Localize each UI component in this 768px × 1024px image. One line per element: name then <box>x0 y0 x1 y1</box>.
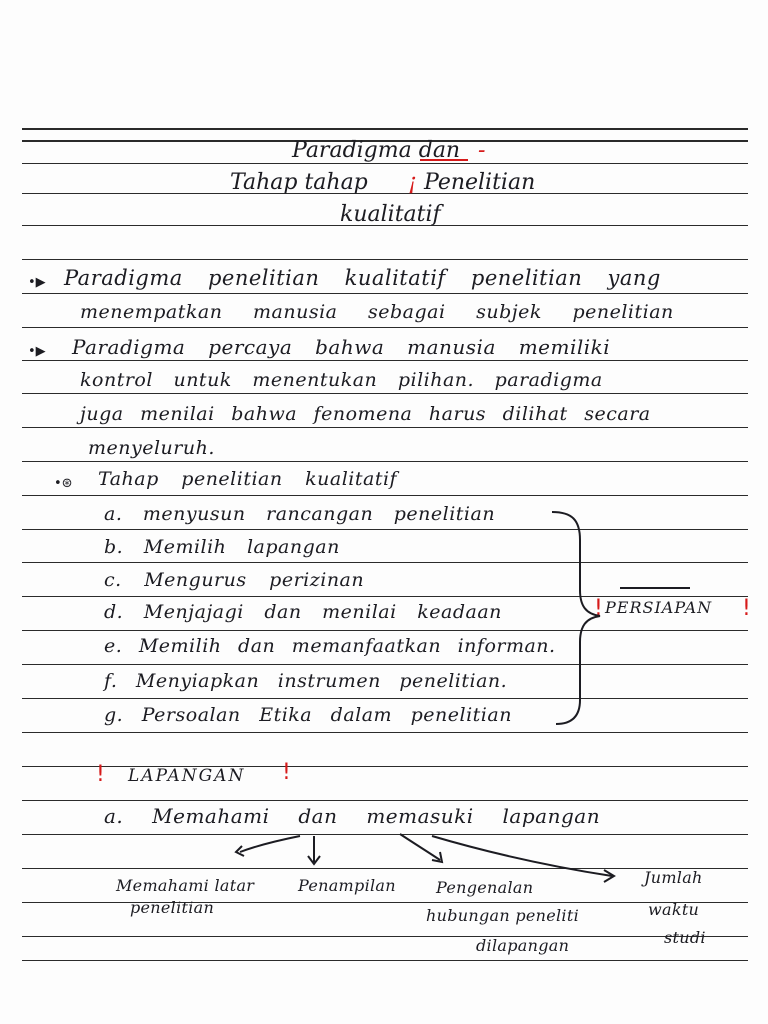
tahap-item: c. Mengurus perizinan <box>104 569 365 591</box>
paragraph-2-line-3: juga menilai bahwa fenomena harus dilihat secara <box>80 403 651 425</box>
persiapan-label: PERSIAPAN <box>605 598 713 617</box>
branch-arrow-1 <box>240 836 300 852</box>
title-red-mark: ¡ <box>408 170 417 195</box>
red-exclamation-mark: ! <box>282 760 291 785</box>
red-exclamation-mark: ! <box>594 596 603 621</box>
branch-4-line-1: Jumlah <box>644 868 703 887</box>
branch-4-line-2: waktu <box>648 900 700 919</box>
paragraph-2-line-2: kontrol untuk menentukan pilihan. paradigma <box>80 369 603 391</box>
paragraph-2-line-4: menyeluruh. <box>88 437 215 459</box>
red-exclamation-mark: ! <box>742 596 751 621</box>
page-title-line3: kualitatif <box>340 202 441 227</box>
branch-3-line-2: hubungan peneliti <box>426 906 579 925</box>
bullet-circle-icon: •⊛ <box>54 476 73 491</box>
tahap-item: g. Persoalan Etika dalam penelitian <box>104 704 512 726</box>
bullet-arrow-icon: •▶ <box>28 275 46 290</box>
tahap-item: a. menyusun rancangan penelitian <box>104 503 496 525</box>
branch-4-line-3: studi <box>664 928 706 947</box>
persiapan-brace <box>552 512 600 724</box>
branch-3-line-1: Pengenalan <box>436 878 534 897</box>
branch-3-line-3: dilapangan <box>476 936 570 955</box>
bullet-arrow-icon: •▶ <box>28 344 46 359</box>
paragraph-2-line-1: Paradigma percaya bahwa manusia memiliki <box>72 335 611 359</box>
tahap-item: b. Memilih lapangan <box>104 536 340 558</box>
tahap-item: f. Menyiapkan instrumen penelitian. <box>104 670 508 692</box>
paragraph-1-line-2: menempatkan manusia sebagai subjek penelitian <box>80 301 674 323</box>
branch-arrow-4 <box>432 836 612 876</box>
branch-arrow-3 <box>400 834 440 860</box>
tahap-item: d. Menjajagi dan menilai keadaan <box>104 601 502 623</box>
lapangan-heading: LAPANGAN <box>128 766 246 786</box>
red-exclamation-mark: ! <box>96 762 105 787</box>
tahap-heading: Tahap penelitian kualitatif <box>98 468 398 490</box>
lapangan-item-a: a. Memahami dan memasuki lapangan <box>104 804 601 828</box>
branch-1-line-1: Memahami latar <box>116 876 255 895</box>
title-red-mark: - <box>478 138 486 163</box>
page-title-line2-a: Tahap tahap <box>230 170 368 195</box>
page-title-line1: Paradigma dan <box>292 138 461 163</box>
paragraph-1-line-1: Paradigma penelitian kualitatif penelitian yang <box>64 266 661 290</box>
branch-2-line-1: Penampilan <box>298 876 396 895</box>
branch-1-line-2: penelitian <box>130 898 215 917</box>
page-title-line2-b: Penelitian <box>424 170 536 195</box>
tahap-item: e. Memilih dan memanfaatkan informan. <box>104 635 556 657</box>
